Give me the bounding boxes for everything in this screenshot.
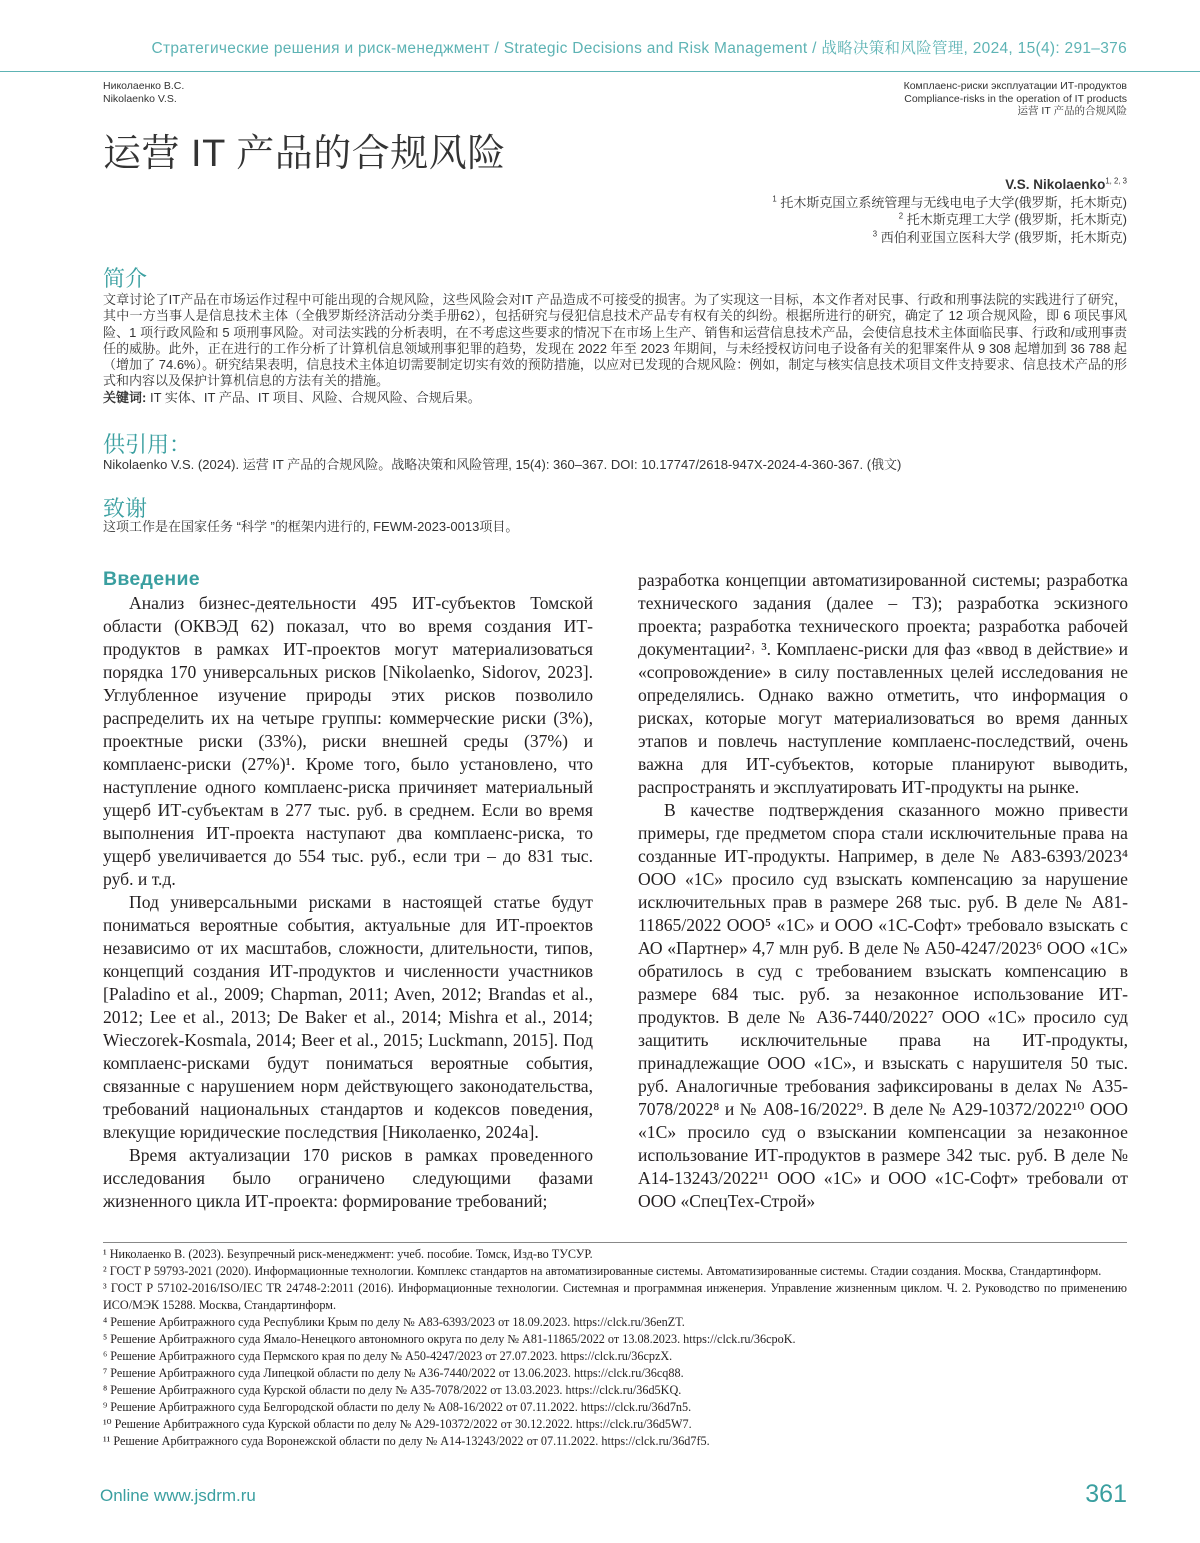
running-title-cn: 运营 IT 产品的合规风险	[1017, 105, 1127, 117]
body-paragraph: В качестве подтверждения сказанного можно привести примеры, где предметом спора стали исключительные права на созданные ИТ-продукты. Например, в деле № А83-6393/2023⁴ ООО «1С» просило суд взыскать компенсацию за нарушение исключительных прав в размере 268 тыс. руб. В деле № А81-11865/2022 ООО⁵ «1С» и ООО «1С-Софт» требовало взыскать с АО «Партнер» 4,7 млн руб. В деле № А50-4247/2023⁶ ООО «1С» обратилось в суд с требованием взыскать компенсацию в размере 684 тыс. руб. за незаконное использование ИТ-продуктов. В деле № А36-7440/2022⁷ ООО «1С» просило суд защитить исключительные права на ИТ-продукты, принадлежащие ООО «1С», и взыскать с нарушителя 50 тыс. руб. Аналогичные требования зафиксированы в делах № А35-7078/2022⁸ и № А08-16/2022⁹. В деле № А29-10372/2022¹⁰ ООО «1С» просило суд о взыскании компенсации за незаконное использование ИТ-продуктов в размере 342 тыс. руб. В деле № А14-13243/2022¹¹ ООО «1С» и ООО «1С-Софт» требовали от ООО «СпецТех-Строй»	[638, 800, 1128, 1211]
body-column-left	[103, 592, 593, 1213]
keywords-label: 关键词:	[103, 389, 147, 405]
body-paragraph: Анализ бизнес-деятельности 495 ИТ-субъектов Томской области (ОКВЭД 62) показал, что во время создания ИТ-продуктов в рамках ИТ-проектов могут материализоваться порядка 170 универсальных рисков [Nikolaenko, Sidorov, 2023]. Углубленное изучение природы этих рисков позволило распределить их на четыре группы: коммерческие риски (3%), проектные риски (33%), риски внешней среды (37%) и комплаенс-риски (27%)¹. Кроме того, было установлено, что наступление одного комплаенс-риска причиняет материальный ущерб ИТ-субъектам в 277 тыс. руб. в среднем. Если во время выполнения ИТ-проекта наступают два комплаенс-риска, то ущерб увеличивается до 554 тыс. руб., если три – до 831 тыс. руб. и т.д.	[103, 593, 593, 889]
acknowledgements-text: 这项工作是在国家任务 “科学 ”的框架内进行的, FEWM-2023-0013项目。	[103, 519, 519, 534]
abstract-text: 文章讨论了IT产品在市场运作过程中可能出现的合规风险，这些风险会对IT 产品造成不可接受的损害。为了实现这一目标，本文作者对民事、行政和刑事法院的实践进行了研究，其中一方当事人是信息技术主体（全俄罗斯经济活动分类手册62），包括研究与侵犯信息技术产品专有权有关的纠纷。根据所进行的研究，确定了 12 项合规风险，即 6 项民事风险、1 项行政风险和 5 项刑事风险。对司法实践的分析表明，在不考虑这些要求的情况下在市场上生产、销售和运营信息技术产品，会使信息技术主体面临民事、行政和/或刑事责任的威胁。此外，正在进行的工作分析了计算机信息领域刑事犯罪的趋势，发现在 2022 年至 2023 年期间，与未经授权访问电子设备有关的犯罪案件从 9 308 起增加到 36 788 起（增加了 74.6%）。研究结果表明，信息技术主体迫切需要制定切实有效的预防措施，以应对已发现的合规风险：例如，制定与核实信息技术项目文件支持要求、信息技术产品的形式和内容以及保护计算机信息的方法有关的措施。	[103, 292, 1127, 389]
author-line	[772, 176, 1127, 194]
affiliation-sup: 1	[772, 194, 777, 204]
introduction-heading: Введение	[103, 568, 200, 590]
author-block	[772, 176, 1127, 246]
article-title: 运营 IT 产品的合规风险	[103, 133, 506, 175]
footnotes	[103, 1246, 1127, 1450]
running-title-en: Compliance-risks in the operation of IT products	[904, 92, 1127, 105]
affiliation-sup: 2	[898, 211, 904, 221]
body-paragraph: Время актуализации 170 рисков в рамках проведенного исследования было ограничено следующими фазами жизненного цикла ИТ-проекта: формирование требований;	[103, 1145, 593, 1211]
abstract-heading: 简介	[103, 266, 148, 291]
running-title-ru: Комплаенс-риски эксплуатации ИТ-продуктов	[903, 80, 1127, 92]
site-url-link[interactable]: Online www.jsdrm.ru	[100, 1486, 256, 1505]
running-head-right	[904, 80, 1127, 118]
page-number: 361	[1085, 1480, 1127, 1508]
body-paragraph: Под универсальными рисками в настоящей статье будут пониматься вероятные события, актуальные для ИТ-проектов независимо от их масштабов, сложности, длительности, типов, концепций создания ИТ-продуктов и численности участников [Paladino et al., 2009; Chapman, 2011; Aven, 2012; Brandas et al., 2012; Lee et al., 2013; De Baker et al., 2014; Mishra et al., 2014; Wieczorek-Kosmala, 2014; Beer et al., 2015; Luckmann, 2015]. Под комплаенс-рисками будут пониматься вероятные события, связанные с нарушением норм действующего законодательства, требований национальных стандартов и кодексов поведения, влекущие юридические последствия [Николаенко, 2024a].	[103, 892, 593, 1142]
keywords-text: IT 实体、IT 产品、IT 项目、风险、合规风险、合规后果。	[149, 389, 481, 405]
footnote: ² ГОСТ Р 59793-2021 (2020). Информационные технологии. Комплекс стандартов на автоматизированные системы. Автоматизированные системы. Стадии создания. Москва, Стандартинформ.	[103, 1264, 1102, 1278]
abstract-body	[103, 292, 1127, 406]
acknowledgements-heading: 致谢	[103, 496, 148, 521]
citation-text: Nikolaenko V.S. (2024). 运营 IT 产品的合规风险。战略决策和风险管理, 15(4): 360–367. DOI: 10.17747/2618-947X-2024-4-360-367. (俄文)	[103, 457, 902, 472]
citation-heading: 供引用：	[103, 432, 192, 457]
body-paragraph: разработка концепции автоматизированной системы; разработка технического задания (далее – ТЗ); разработка эскизного проекта; разработка технического проекта; разработка рабочей документации²˒ ³. Комплаенс-риски для фаз «ввод в действие» и «сопровождение» в силу поставленных целей исследования не определялись. Однако важно отметить, что информация о рисках, которые могут материализоваться во время данных этапов и повлечь наступление комплаенс-последствий, очень важна для ИТ-субъектов, которые планируют выводить, распространять и эксплуатировать ИТ-продукты на рынке.	[638, 570, 1128, 797]
footnote: ¹¹ Решение Арбитражного суда Воронежской области по делу № А14-13243/2022 от 07.11.2022. https://clck.ru/36d7f5.	[103, 1434, 710, 1448]
author-name: V.S. Nikolaenko	[1005, 177, 1106, 192]
footnote: ⁷ Решение Арбитражного суда Липецкой области по делу № А36-7440/2022 от 13.06.2023. https://clck.ru/36cq88.	[103, 1366, 684, 1380]
header-rule	[0, 71, 1200, 72]
body-column-right	[638, 569, 1128, 1213]
footnote: ⁹ Решение Арбитражного суда Белгородской области по делу № А08-16/2022 от 07.11.2022. https://clck.ru/36d7n5.	[103, 1400, 692, 1414]
footnote: ⁸ Решение Арбитражного суда Курской области по делу № А35-7078/2022 от 13.03.2023. https://clck.ru/36d5KQ.	[103, 1383, 682, 1397]
running-author-ru: Николаенко В.С.	[103, 80, 185, 92]
footnote: ³ ГОСТ Р 57102-2016/ISO/IEC TR 24748-2:2011 (2016). Информационные технологии. Системная и программная инженерия. Управление жизненным циклом. Ч. 2. Руководство по применению ИСО/МЭК 15288. Москва, Стандартинформ.	[103, 1281, 1127, 1312]
footnote: ⁴ Решение Арбитражного суда Республики Крым по делу № А83-6393/2023 от 18.09.2023. https://clck.ru/36enZT.	[103, 1315, 685, 1329]
footnote: ¹⁰ Решение Арбитражного суда Курской области по делу № А29-10372/2022 от 30.12.2022. https://clck.ru/36d5W7.	[103, 1417, 692, 1431]
footnote: ⁶ Решение Арбитражного суда Пермского края по делу № А50-4247/2023 от 27.07.2023. https://clck.ru/36cpzX.	[103, 1349, 673, 1363]
affiliation	[772, 229, 1127, 247]
affiliation-text: 托木斯克国立系统管理与无线电电子大学(俄罗斯，托木斯克)	[780, 194, 1127, 210]
affiliation-text: 托木斯克理工大学 (俄罗斯，托木斯克)	[906, 212, 1127, 227]
footnote: ⁵ Решение Арбитражного суда Ямало-Ненецкого автономного округа по делу № А81-11865/2022 от 13.08.2023. https://clck.ru/36cpoK.	[103, 1332, 796, 1346]
affiliation-text: 西伯利亚国立医科大学 (俄罗斯，托木斯克)	[880, 229, 1127, 245]
running-author-en: Nikolaenko V.S.	[103, 92, 177, 105]
affiliation	[772, 211, 1127, 229]
affiliation	[772, 194, 1127, 212]
footnote: ¹ Николаенко В. (2023). Безупречный риск-менеджмент: учеб. пособие. Томск, Изд-во ТУСУР.	[103, 1247, 593, 1261]
affiliation-sup: 3	[872, 229, 878, 239]
journal-header: Стратегические решения и риск-менеджмент / Strategic Decisions and Risk Management / 战略决策和风险管理, 2024, 15(4): 291–376	[151, 40, 1127, 57]
author-affil-sup: 1, 2, 3	[1105, 176, 1127, 186]
running-head-left	[103, 80, 184, 105]
footnote-rule	[103, 1242, 1127, 1243]
